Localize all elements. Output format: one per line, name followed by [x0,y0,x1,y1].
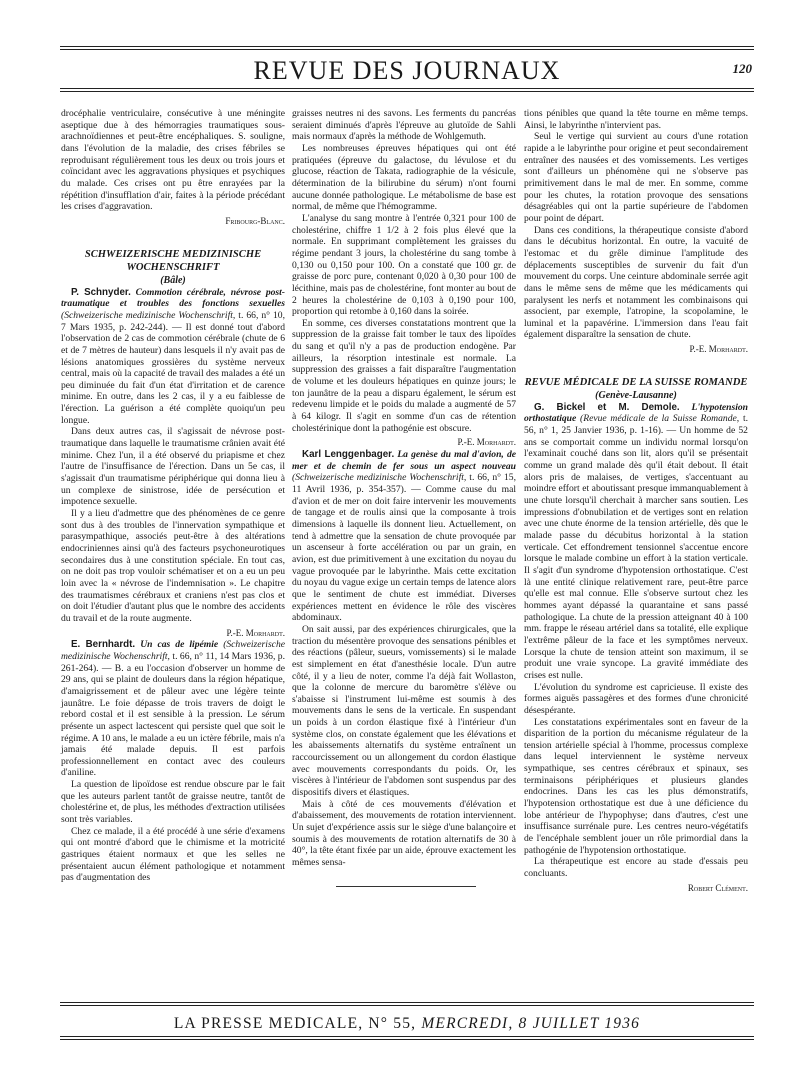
footer-rule-1 [60,1002,754,1003]
page-number: 120 [732,61,752,76]
paragraph: tions pénibles que quand la tête tourne en même temps. Ainsi, le labyrinthe n'intervient pas. [524,108,748,131]
section-title: SCHWEIZERISCHE MEDIZINISCHE WOCHENSCHRIFT [84,248,262,273]
article-reference: t. 56, n° 1, 25 Janvier 1936, p. 1-16). — [524,413,749,437]
article-journal: (Schweizerische medizinische Wochenschrift, [292,472,467,484]
signature: Fribourg-Blanc. [225,215,285,226]
article-journal: (Revue médicale de la Suisse Romande, [580,413,740,425]
paragraph: Il y a lieu d'admettre que des phénomènes de ce genre sont dus à des troubles de l'innervation sympathique et parasympathique, associés peut-être à des altérations endocriniennes ainsi qu'à des facteurs psychoneurotiques secondaires dus à une constitution spéciale. En tout cas, on ne doit pas trop vouloir schématiser et on a eu un peu loin avec la « névrose de l'indemnisation ». Le chapitre des traumatismes cérébraux et craniens n'est pas clos et on doit l'étudier d'autant plus que le nombre des accidents du travail et de la route augmente. [61,508,285,624]
article-journal: (Schweizerische medizinische Wochenschrift, [61,639,285,662]
paragraph: graisses neutres ni des savons. Les ferments du pancréas seraient diminués d'après l'épreuve au glutoïde de Sahli mais normaux d'après la méthode de Wohlgemuth. [292,108,516,143]
paragraph: Chez ce malade, il a été procédé à une série d'examens qui ont montré d'abord que le chimisme et la motricité gastriques étaient normaux et que les selles ne présentaient aucun élément pathologique et notamment pas d'augmentation des [61,825,285,884]
paragraph: Les constatations expérimentales sont en faveur de la disparition de la portion du mécanisme régulateur de la tension artérielle spécial à l'homme, processus complexe dans lequel interviennent le système nerveux sympathique, ses centres cérébraux et spinaux, ses terminaisons périphériques et plusieurs glandes endocrines. Dans les cas les plus démonstratifs, l'hypotension orthostatique est due à une déficience du lobe antérieur de l'hypophyse; dans d'autres, c'est une insuffisance surrénale pure. Les centres neuro-végétatifs de l'encéphale semblent jouer un rôle primordial dans la pathogénie de l'hypotension orthostatique. [524,716,748,856]
article-title: L'hypotension orthostatique [524,401,748,425]
header-rule-2 [60,91,754,92]
article-text: Comme cause du mal d'avion et de mer on doit faire intervenir les mouvements de tangage et de roulis ainsi que la composante à trois dimensions à laquelle ils donnent lieu. Actuellement, on tend à admettre que la sensation de chute provoquée par un ascenseur à forte accélération ou par un grain, en avion, est due primitivement à une excitation du noyau du vague provoquée par le labyrinthe. Mais cette excitation du noyau du vague exige un certain temps de latence alors que le sentiment de chute est immédiat. Diverses expériences mettent en évidence le rôle des viscères abdominaux. [292,484,516,624]
section-heading [61,248,285,287]
column-3 [524,108,748,894]
article-author: E. Bernhardt. [71,639,136,651]
footer-journal: LA PRESSE MEDICALE, N° 55, [173,1015,417,1032]
signature: P.-E. Morhardt. [457,437,516,448]
article-lenggenbager [292,449,516,624]
article-reference: t. 66, n° 15, 11 Avril 1936, p. 354-357). — [292,472,516,495]
article-title: Commotion cérébrale, névrose post-traumatique et troubles des fonctions sexuelles [61,286,286,310]
page-footer [60,1015,754,1033]
footer-rule-2 [60,1005,754,1006]
section-location: (Bâle) [160,274,186,286]
footer-rule-3 [60,1036,754,1037]
footer-rule-4 [60,1039,754,1040]
article-title: La genèse du mal d'avion, de mer et de chemin de fer sous un aspect nouveau [292,449,516,472]
article-text: Un homme de 52 ans se comportait comme un individu normal lorsqu'on l'examinait couché dans son lit, alors qu'il se présentait comme un grand malade dès qu'il était debout. Il était alors pris de malaises, de vertiges, s'accentuant au moindre effort et aboutissant presque immanquablement à une chute lorsqu'il cherchait à marcher sans soutien. Les impressions d'obnubilation et de vertiges sont en relation avec une chute énorme de la tension artérielle, dès que le malade passe du décubitus horizontal à la station verticale. Cet effondrement tensionnel s'accentue encore lorsque le malade combine un effort à la station verticale. Il s'agit d'un syndrome d'hypotension orthostatique. C'est là une entité clinique relativement rare, peut-être parce qu'elle est mal connue. Elle s'observe surtout chez les hommes ayant dépassé la quarantaine et sans passé pathologique. La chute de la pression atteignant 40 à 100 mm. frappe le réseau artériel dans sa totalité, elle explique l'extrême pâleur de la face et les symptômes nerveux. Lorsque la chute de tension atteint son maximum, il se produit une vraie syncope. La gravité immédiate des crises est nulle. [524,425,748,681]
section-location: (Genève-Lausanne) [595,389,677,401]
section-title: REVUE MÉDICALE DE LA SUISSE ROMANDE [524,376,748,388]
paragraph: La question de lipoïdose est rendue obscure par le fait que les auteurs parlent tantôt de graisse neutre, tantôt de cholestérine et, de plus, les méthodes d'extraction utilisées sont très variables. [61,779,285,826]
paragraph: L'analyse du sang montre à l'entrée 0,321 pour 100 de cholestérine, chiffre 1 1/2 à 2 fois plus élevé que la normale. En supprimant complètement les graisses du régime pendant 3 jours, la cholestérine du sang tombe à 0,130 ou 0,150 pour 100. On a constaté que 100 gr. de graisse de porc pure, contenant 0,020 à 0,30 pour 100 de lécithine, mais pas de cholestérine, font monter au bout de 2 heures la cholestérine de 0,103 à 0,190 pour 100, proportion qui retombe à 0,160 dans la soirée. [292,212,516,318]
paragraph: Dans ces conditions, la thérapeutique consiste d'abord dans le décubitus horizontal. En outre, la vacuité de l'estomac et du grêle diminue l'amplitude des déplacements susceptibles de survenir du fait d'un mouvement du corps. Une ceinture abdominale serrée agit dans le même sens de même que les médicaments qui paralysent les nerfs et notamment les combinaisons qui associent, par exemple, l'atropine, la scopolamine, le luminal et la papavérine. L'immersion dans l'eau fait également disparaître la sensation de chute. [524,224,748,341]
column-2 [292,108,516,869]
article-bickel-demole [524,402,748,682]
signature: P.-E. Morhardt. [226,627,285,638]
paragraph: drocéphalie ventriculaire, consécutive à une méningite aseptique due à des hémorragies traumatiques sous-arachnoïdiennes et peut-être encéphaliques. S. souligne, dans l'évolution de la maladie, des crises fébriles se reproduisant régulièrement tous les deux ou trois jours et coïncidant avec les aggravations physiques et psychiques du malade. Ces crises ont pu être enrayées par la répétition d'insufflation d'air, faites à la période précédant les crises d'aggravation. [61,108,285,213]
top-rule-1 [60,46,754,47]
footer-date: MERCREDI, 8 JUILLET 1936 [421,1015,641,1032]
paragraph: Dans deux autres cas, il s'agissait de névrose post-traumatique dans laquelle le traumatisme crânien avait été minime. Chez l'un, il a été observé du priapisme et chez l'autre de l'insuffisance de l'érection. Dans un 5e cas, il s'agissait d'un traumatisme périphérique qui donna lieu à un complexe de sinistrose, idée de persécution et impotence sexuelle. [61,426,285,508]
article-author: P. Schnyder. [71,286,131,298]
section-heading [524,376,748,402]
article-schnyder [61,287,285,427]
article-author: Karl Lenggenbager. [302,449,395,461]
article-title: Un cas de lipémie [140,639,219,651]
end-rule [336,886,476,887]
paragraph: L'évolution du syndrome est capricieuse. Il existe des formes aiguës passagères et des formes d'une chronicité désespérante. [524,681,748,716]
paragraph: On sait aussi, par des expériences chirurgicales, que la traction du mésentère provoque des sensations pénibles et des réactions (pâleur, sueurs, vomissements) si le malade est simplement en état d'anesthésie locale. D'un autre côté, il y a lieu de noter, comme l'a déjà fait Wollaston, que la colonne de mercure du baromètre s'élève ou s'abaisse si l'instrument lui-même est soumis à des mouvements dans le sens de la verticale. En suspendant un poids à un cordon élastique fixé à l'intérieur d'un système clos, on constate également que les élévations et les abaissements alternatifs du système entraînent un raccourcissement ou un allongement du cordon élastique avec mouvements correspondants du poids. Or, les viscères à l'intérieur de l'abdomen sont suspendus par des dispositifs divers et élastiques. [292,623,516,799]
paragraph: Mais à côté de ces mouvements d'élévation et d'abaissement, des mouvements de rotation interviennent. Un sujet d'expérience assis sur le siège d'une balançoire et soumis à des mouvements de rotation alternatifs de 30 à 40°, la tête étant fixée par un aide, éprouve exactement les mêmes sensa- [292,798,516,868]
article-text: B. a eu l'occasion d'observer un homme de 29 ans, qui se plaint de douleurs dans la région hépatique, d'amaigrissement et de pâleur avec une légère teinte jaunâtre. Le foie dépasse de trois travers de doigt le rebord costal et il est sensible à la pression. Le sérum présente un aspect lactescent qui persiste quel que soit le régime. A 10 ans, le malade a eu un ictère fébrile, mais n'a jamais été malade depuis. Il est parfois professionnellement en contact avec des couleurs d'aniline. [61,662,286,779]
paragraph: Seul le vertige qui survient au cours d'une rotation rapide a le labyrinthe pour origine et peut secondairement entraîner des nausées et des vomissements. Les vertiges sont d'ailleurs un phénomène qui ne s'observe pas primitivement dans le mal de mer. En somme, comme pour les chutes, la rotation provoque des sensations désagréables qui ont la partie supérieure de l'abdomen pour point de départ. [524,131,748,224]
signature: P.-E. Morhardt. [689,344,748,355]
article-reference: t. 66, n° 10, 7 Mars 1935, p. 242-244). — [61,309,285,333]
paragraph: La thérapeutique est encore au stade d'essais peu concluants. [524,856,748,880]
signature: Robert Clément. [687,882,748,893]
column-1 [61,108,285,884]
page-title: REVUE DES JOURNAUX [253,56,561,85]
article-reference: t. 66, n° 11, 14 Mars 1936, p. 261-264). — [61,650,285,674]
article-journal: (Schweizerische medizinische Wochenschrift, [61,309,236,321]
header-rule-1 [60,88,754,89]
article-author: G. Bickel et M. Demole. [534,401,680,413]
paragraph: En somme, ces diverses constatations montrent que la suppression de la graisse fait tomber le taux des lipoïdes du sang et qu'il n'y a pas de production endogène. Par ailleurs, la résorption intestinale est normale. La suppression des graisses a fait disparaître l'augmentation de volume et les douleurs hépatiques en quinze jours; le ton jaunâtre de la peau a disparu également, le sérum est redevenu limpide et le poids du malade a augmenté de 57 à 64 kilogr. Il s'agit en somme d'un cas de rétention cholestérinique dont la pathogénie est obscure. [292,317,516,434]
top-rule-2 [60,49,754,50]
paragraph: Les nombreuses épreuves hépatiques qui ont été pratiquées (épreuve du galactose, du lévulose et du glucose, réaction de Takata, radiographie de la vésicule, détermination de la bilirubine du sérum) n'ont fourni aucune donnée pathologique. Le métabolisme de base est normal, de même que l'hémogramme. [292,142,516,213]
article-bernhardt [61,639,285,779]
article-text: Il est donné tout d'abord l'observation de 2 cas de commotion cérébrale (chute de 6 et de 7 mètres de hauteur) dans lesquels il n'y avait pas de lésions anatomiques grossières du système nerveux central, mais où la capacité de travail des malades a été un peu diminuée du fait d'un état d'irritation et de carence minime. En outre, dans les 2 cas, il y a eu faiblesse de l'érection. La guérison a été complète quoiqu'un peu longue. [61,321,285,426]
